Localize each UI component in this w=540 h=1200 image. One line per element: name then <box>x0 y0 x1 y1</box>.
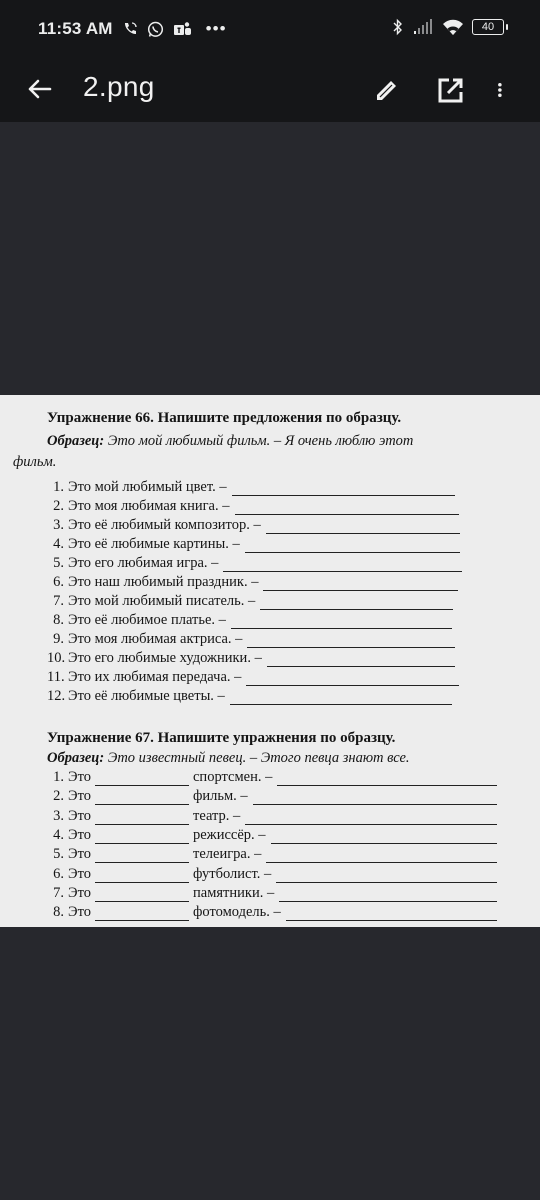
teams-icon <box>173 21 193 38</box>
more-notifications-icon: ••• <box>205 19 227 38</box>
exercise-66-item <box>47 574 458 591</box>
example-label: Образец: <box>47 433 105 449</box>
item-number: 1. <box>53 479 64 495</box>
item-number: 1. <box>53 769 64 785</box>
document-image <box>0 395 540 927</box>
item-prefix: Это <box>68 788 91 805</box>
item-text: Это его любимые художники. – <box>68 650 262 666</box>
exercise-67-item <box>47 885 189 902</box>
exercise-67-item-word <box>193 904 497 921</box>
exercise-66-item <box>47 479 455 496</box>
exercise-66-example-tail: фильм. <box>13 454 57 470</box>
exercise-67-item-word <box>193 885 497 902</box>
answer-blank[interactable] <box>231 616 452 629</box>
item-prefix: Это <box>68 865 91 882</box>
answer-blank[interactable] <box>245 540 460 553</box>
item-text: Это её любимое платье. – <box>68 612 226 628</box>
item-text: Это её любимый композитор. – <box>68 517 261 533</box>
item-text: Это мой любимый писатель. – <box>68 593 256 609</box>
exercise-67-item <box>47 769 189 786</box>
adjective-blank[interactable] <box>95 831 189 844</box>
exercise-67-item-word <box>193 827 497 844</box>
exercise-66-item <box>47 612 452 629</box>
example-text: Это известный певец. – Этого певца знают все. <box>104 750 410 766</box>
wifi-icon <box>442 19 464 36</box>
item-word: спортсмен. – <box>193 769 273 785</box>
exercise-67-item-word <box>193 769 497 786</box>
answer-blank[interactable] <box>279 889 497 902</box>
item-number: 4. <box>53 826 64 843</box>
adjective-blank[interactable] <box>95 792 189 805</box>
whatsapp-icon <box>147 21 164 38</box>
item-word: телеигра. – <box>193 846 262 863</box>
answer-blank[interactable] <box>253 792 497 805</box>
exercise-66-item <box>47 650 455 667</box>
edit-pencil-icon[interactable] <box>370 73 404 107</box>
item-word: футболист. – <box>193 865 272 882</box>
item-number: 5. <box>53 555 64 571</box>
answer-blank[interactable] <box>277 773 497 786</box>
exercise-67-item-word <box>193 846 497 863</box>
back-arrow-icon[interactable] <box>24 73 56 105</box>
item-word: памятники. – <box>193 884 275 901</box>
item-number: 10. <box>47 650 66 666</box>
exercise-66-item <box>47 536 460 553</box>
answer-blank[interactable] <box>246 673 459 686</box>
item-number: 7. <box>53 593 64 609</box>
item-number: 5. <box>53 846 64 863</box>
answer-blank[interactable] <box>235 502 460 515</box>
answer-blank[interactable] <box>230 692 452 705</box>
item-number: 4. <box>53 536 64 552</box>
exercise-66-example <box>47 433 413 450</box>
exercise-67-heading: Упражнение 67. Напишите упражнения по образцу. <box>47 730 396 746</box>
battery-icon: 40 <box>472 19 504 35</box>
item-number: 7. <box>53 884 64 901</box>
exercise-66-item <box>47 498 459 515</box>
open-external-icon[interactable] <box>434 73 468 107</box>
exercise-66-heading: Упражнение 66. Напишите предложения по образцу. <box>47 410 402 426</box>
item-word: фильм. – <box>193 788 248 805</box>
adjective-blank[interactable] <box>95 908 189 921</box>
status-left <box>38 19 227 39</box>
item-number: 9. <box>53 631 64 647</box>
answer-blank[interactable] <box>232 483 455 496</box>
item-number: 3. <box>53 807 64 824</box>
item-number: 3. <box>53 517 64 533</box>
example-text: Это мой любимый фильм. – Я очень люблю этот <box>104 433 414 449</box>
item-prefix: Это <box>68 769 91 785</box>
signal-icon <box>412 19 434 35</box>
exercise-67-item-word <box>193 808 497 825</box>
item-number: 12. <box>47 688 66 704</box>
answer-blank[interactable] <box>263 578 458 591</box>
file-title: 2.png <box>83 71 155 102</box>
exercise-66-item <box>47 593 453 610</box>
item-text: Это моя любимая актриса. – <box>68 631 243 647</box>
exercise-67-item <box>47 788 189 805</box>
exercise-66-item <box>47 631 455 648</box>
answer-blank[interactable] <box>223 559 462 572</box>
exercise-66-item <box>47 688 452 705</box>
item-word: фотомодель. – <box>193 904 281 921</box>
bluetooth-icon <box>392 18 404 36</box>
answer-blank[interactable] <box>245 812 497 825</box>
item-text: Это его любимая игра. – <box>68 555 219 571</box>
answer-blank[interactable] <box>286 908 497 921</box>
exercise-66-item <box>47 555 462 572</box>
exercise-67-item-word <box>193 788 497 805</box>
adjective-blank[interactable] <box>95 850 189 863</box>
item-word: театр. – <box>193 807 241 824</box>
adjective-blank[interactable] <box>95 889 189 902</box>
item-prefix: Это <box>68 904 91 921</box>
status-time: 11:53 AM <box>38 19 113 38</box>
answer-blank[interactable] <box>260 597 453 610</box>
item-prefix: Это <box>68 826 91 843</box>
status-right <box>392 18 504 36</box>
exercise-66-item <box>47 669 459 686</box>
item-number: 2. <box>53 788 64 805</box>
adjective-blank[interactable] <box>95 870 189 883</box>
item-text: Это мой любимый цвет. – <box>68 479 227 495</box>
item-text: Это их любимая передача. – <box>68 669 242 685</box>
adjective-blank[interactable] <box>95 773 189 786</box>
answer-blank[interactable] <box>266 850 497 863</box>
item-prefix: Это <box>68 846 91 863</box>
exercise-67-item <box>47 827 189 844</box>
item-number: 8. <box>53 612 64 628</box>
item-text: Это моя любимая книга. – <box>68 498 230 514</box>
answer-blank[interactable] <box>266 521 460 534</box>
exercise-67-item <box>47 846 189 863</box>
answer-blank[interactable] <box>276 870 497 883</box>
exercise-67-example <box>47 750 410 767</box>
example-label: Образец: <box>47 750 105 766</box>
phone-call-icon <box>122 21 138 37</box>
item-number: 8. <box>53 904 64 921</box>
exercise-67-item-word <box>193 866 497 883</box>
more-vert-icon[interactable] <box>494 73 514 107</box>
exercise-66-item <box>47 517 460 534</box>
item-prefix: Это <box>68 884 91 901</box>
app-bar <box>0 60 540 122</box>
item-text: Это её любимые цветы. – <box>68 688 225 704</box>
answer-blank[interactable] <box>247 635 455 648</box>
exercise-67-item <box>47 904 189 921</box>
exercise-67-item <box>47 866 189 883</box>
adjective-blank[interactable] <box>95 812 189 825</box>
status-bar <box>0 0 540 60</box>
item-number: 11. <box>47 669 65 685</box>
answer-blank[interactable] <box>271 831 497 844</box>
item-number: 6. <box>53 574 64 590</box>
item-prefix: Это <box>68 807 91 824</box>
item-word: режиссёр. – <box>193 826 266 843</box>
answer-blank[interactable] <box>267 654 455 667</box>
item-text: Это её любимые картины. – <box>68 536 240 552</box>
item-number: 6. <box>53 865 64 882</box>
item-text: Это наш любимый праздник. – <box>68 574 259 590</box>
item-number: 2. <box>53 498 64 514</box>
exercise-67-item <box>47 808 189 825</box>
